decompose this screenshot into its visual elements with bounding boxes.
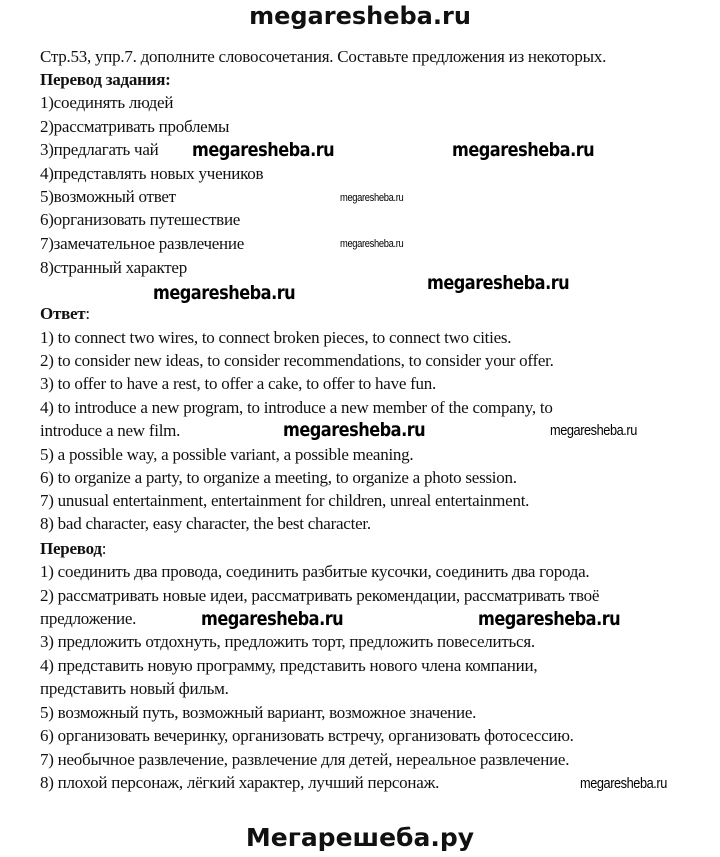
task-item: 5)возможный ответ [40,187,176,206]
task-item: 2)рассматривать проблемы [40,117,230,136]
answer-line: 7) unusual entertainment, entertainment for children, unreal entertainment. [40,491,530,510]
answer-line: 5) a possible way, a possible variant, a possible meaning. [40,445,414,464]
task-item: 4)представлять новых учеников [40,164,264,183]
translation-line: 7) необычное развлечение, развлечение для детей, нереальное развлечение. [40,750,570,769]
answer-line: 2) to consider new ideas, to consider recommendations, to consider your offer. [40,351,554,370]
answer-line: introduce a new film. [40,421,181,440]
translation-line: предложение. [40,609,137,628]
watermark: megaresheba.ru [283,419,426,441]
answer-line: 6) to organize a party, to organize a meeting, to organize a photo session. [40,468,517,487]
translation-line: 1) соединить два провода, соединить разбитые кусочки, соединить два города. [40,562,590,581]
answer-heading [40,303,90,325]
answer-line: 3) to offer to have a rest, to offer a cake, to offer to have fun. [40,374,437,393]
translation-line: 2) рассматривать новые идеи, рассматривать рекомендации, рассматривать твоё [40,586,600,605]
watermark: megaresheba.ru [192,139,335,161]
answer-line: 8) bad character, easy character, the best character. [40,514,371,533]
translation-heading-colon: : [101,539,107,558]
task-item: 1)соединять людей [40,93,174,112]
task-item: 7)замечательное развлечение [40,234,245,253]
watermark: megaresheba.ru [153,282,296,304]
translation-line: 5) возможный путь, возможный вариант, возможное значение. [40,703,477,722]
watermark: megaresheba.ru [340,238,404,250]
watermark: megaresheba.ru [452,139,595,161]
answer-heading-text: Ответ [40,304,86,323]
watermark: megaresheba.ru [550,422,637,439]
watermark: megaresheba.ru [340,192,404,204]
watermark: megaresheba.ru [478,608,621,630]
answer-heading-colon: : [85,304,90,323]
watermark: megaresheba.ru [580,775,667,792]
watermark: megaresheba.ru [427,272,570,294]
site-footer: Мегарешеба.ру [245,823,475,852]
site-header: megaresheba.ru [249,2,471,30]
translation-line: 8) плохой персонаж, лёгкий характер, лучший персонаж. [40,773,440,792]
translation-line: 3) предложить отдохнуть, предложить торт, предложить повеселиться. [40,632,535,651]
translation-line: представить новый фильм. [40,679,229,698]
task-title: Стр.53, упр.7. дополните словосочетания. Составьте предложения из некоторых. [40,47,607,66]
task-item: 8)странный характер [40,258,187,277]
task-item: 3)предлагать чай [40,140,159,159]
translation-heading-text: Перевод [40,539,102,558]
watermark: megaresheba.ru [201,608,344,630]
translation-line: 6) организовать вечеринку, организовать встречу, организовать фотосессию. [40,726,574,745]
translation-line: 4) представить новую программу, представить нового члена компании, [40,656,538,675]
translation-heading [40,538,106,560]
task-translation-heading: Перевод задания: [40,70,171,89]
task-item: 6)организовать путешествие [40,210,241,229]
answer-line: 4) to introduce a new program, to introduce a new member of the company, to [40,398,553,417]
answer-line: 1) to connect two wires, to connect broken pieces, to connect two cities. [40,328,512,347]
